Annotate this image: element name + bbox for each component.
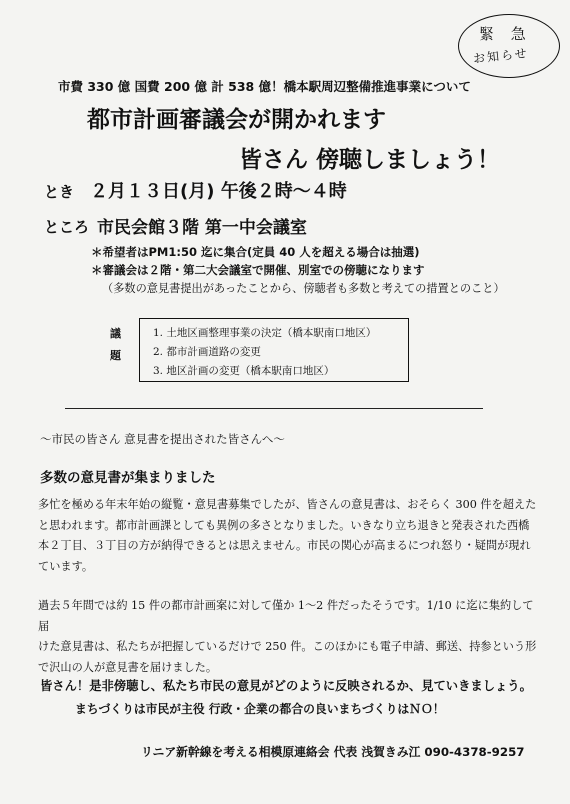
section-title: 多数の意見書が集まりました [40, 470, 216, 486]
footer-contact: リニア新幹線を考える相模原連絡会 代表 浅賀きみ江 090-4378-9257 [141, 745, 525, 759]
agenda-label: 議 題 [110, 327, 121, 362]
when-label: とき [44, 183, 75, 201]
paragraph-1-line: と思われます。都市計画課としても異例の多さとなりました。いきなり立ち退きと発表された西橋 [38, 518, 530, 532]
stamp-line1: 緊 急 [479, 25, 532, 43]
where-value: 市民会館３階 第一中会議室 [97, 218, 307, 238]
paragraph-1-line: 本２丁目、３丁目の方が納得できるとは思えません。市民の関心が高まるにつれ怒り・疑問が現れ [38, 539, 531, 552]
title-line1: 都市計画審議会が開かれます [87, 107, 386, 133]
where-label: ところ [44, 218, 90, 236]
title-line2: 皆さん 傍聴しましょう！ [239, 147, 501, 173]
paragraph-1-line: 多忙を極める年末年始の縦覧・意見書募集でしたが、皆さんの意見書は、おそらく 300 件を超えた [38, 498, 537, 511]
when-value: ２月１３日(月) 午後２時～４時 [90, 181, 347, 202]
paragraph-1-line: ています。 [38, 559, 94, 573]
greeting: ～市民の皆さん 意見書を提出された皆さんへ～ [40, 432, 285, 446]
paragraph-2 [38, 596, 538, 678]
budget-header: 市費 330 億 国費 200 億 計 538 億！橋本駅周辺整備推進事業について [58, 79, 471, 94]
paragraph-2-line: で沢山の人が意見書を届けました。 [38, 660, 218, 674]
agenda-item-1: 1. 土地区画整理事業の決定（橋本駅南口地区） [153, 327, 377, 339]
paragraph-2-line: 過去５年間では約 15 件の都市計画案に対して僅か 1～2 件だったそうです。1/10 に迄に集約して届 [38, 599, 534, 633]
agenda-item-3: 3. 地区計画の変更（橋本駅南口地区） [153, 365, 335, 377]
agenda-item-2: 2. 都市計画道路の変更 [153, 346, 261, 358]
divider [65, 408, 483, 409]
agenda-box [139, 318, 409, 382]
paragraph-1 [38, 495, 538, 577]
note-3: （多数の意見書提出があったことから、傍聴者も多数と考えての措置とのこと） [102, 282, 505, 295]
call-to-action: 皆さん！是非傍聴し、私たち市民の意見がどのように反映されるか、見ていきましょう。 [40, 679, 532, 693]
note-1: ＊希望者はPM1:50 迄に集合(定員 40 人を超える場合は抽選) [91, 245, 420, 259]
stamp-line2: お知らせ [472, 46, 530, 66]
paragraph-2-line: けた意見書は、私たちが把握しているだけで 250 件。このほかにも電子申請、郵送、持参という形 [38, 640, 537, 653]
note-2: ＊審議会は２階・第二大会議室で開催、別室での傍聴になります [91, 263, 425, 277]
slogan: まちづくりは市民が主役 行政・企業の都合の良いまちづくりはＮＯ！ [75, 702, 445, 716]
urgent-notice-stamp [458, 14, 560, 78]
